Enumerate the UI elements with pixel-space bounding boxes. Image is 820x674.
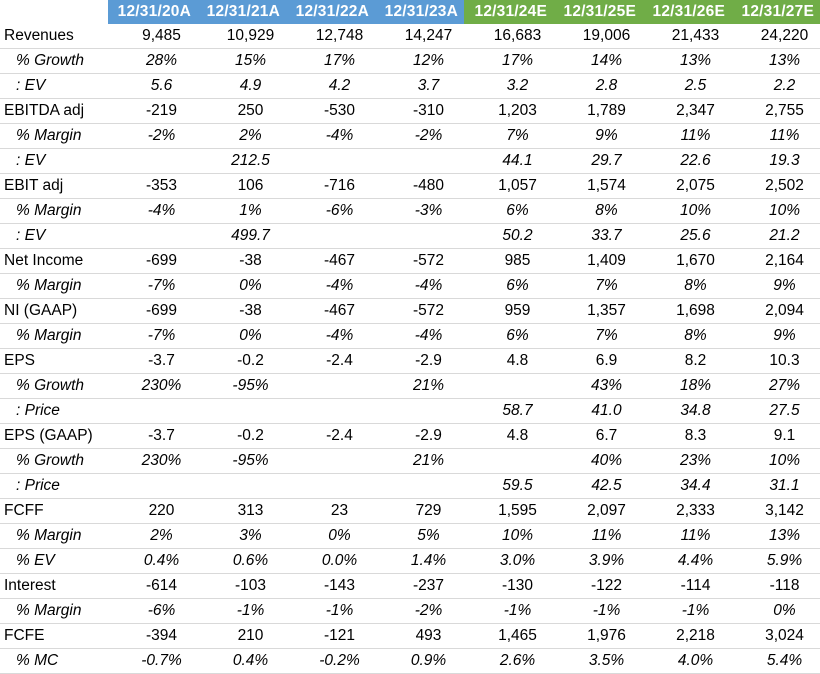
table-cell [286, 474, 375, 499]
column-header: 12/31/24E [464, 0, 553, 24]
sub-metric-row [0, 324, 820, 349]
table-cell: -95% [197, 374, 286, 399]
table-cell: 9% [731, 274, 820, 299]
table-cell: 0.9% [375, 649, 464, 674]
table-cell: 5.4% [731, 649, 820, 674]
table-cell: 24,220 [731, 24, 820, 49]
table-cell: 11% [553, 524, 642, 549]
table-cell: -122 [553, 574, 642, 599]
table-cell: 2.5 [642, 74, 731, 99]
table-cell: 1,357 [553, 299, 642, 324]
metric-row [0, 424, 820, 449]
table-cell: 27.5 [731, 399, 820, 424]
table-cell [108, 224, 197, 249]
table-cell: 0% [731, 599, 820, 624]
table-cell: 0% [286, 524, 375, 549]
table-cell: 58.7 [464, 399, 553, 424]
table-cell: 21% [375, 449, 464, 474]
column-header: 12/31/21A [197, 0, 286, 24]
sub-metric-row [0, 524, 820, 549]
table-cell: 33.7 [553, 224, 642, 249]
table-cell: -467 [286, 299, 375, 324]
sub-metric-row [0, 49, 820, 74]
table-cell: -6% [108, 599, 197, 624]
table-cell: 11% [642, 124, 731, 149]
sub-metric-row [0, 374, 820, 399]
table-cell: 1% [197, 199, 286, 224]
sub-metric-row [0, 599, 820, 624]
table-cell: 4.4% [642, 549, 731, 574]
sub-metric-row [0, 549, 820, 574]
table-cell: -103 [197, 574, 286, 599]
row-label: % Margin [0, 599, 108, 624]
table-cell [375, 399, 464, 424]
table-cell: 6% [464, 324, 553, 349]
table-cell: 10.3 [731, 349, 820, 374]
row-label: EPS (GAAP) [0, 424, 108, 449]
table-cell: 8.3 [642, 424, 731, 449]
table-cell: 7% [464, 124, 553, 149]
table-cell: 3.0% [464, 549, 553, 574]
table-cell: 21,433 [642, 24, 731, 49]
table-cell: 2,075 [642, 174, 731, 199]
table-cell: 34.8 [642, 399, 731, 424]
table-cell: -143 [286, 574, 375, 599]
table-cell: -0.2 [197, 349, 286, 374]
table-cell: 0.6% [197, 549, 286, 574]
metric-row [0, 24, 820, 49]
column-header: 12/31/22A [286, 0, 375, 24]
header-row [0, 0, 820, 24]
table-cell: 2,094 [731, 299, 820, 324]
table-cell: -7% [108, 274, 197, 299]
column-header: 12/31/23A [375, 0, 464, 24]
table-cell: -38 [197, 299, 286, 324]
row-label: FCFE [0, 624, 108, 649]
table-cell: 9,485 [108, 24, 197, 49]
metric-row [0, 624, 820, 649]
table-cell: 1,203 [464, 99, 553, 124]
table-cell: -1% [464, 599, 553, 624]
table-cell: 3,024 [731, 624, 820, 649]
table-cell: 3.5% [553, 649, 642, 674]
table-cell: 44.1 [464, 149, 553, 174]
table-cell: 2,097 [553, 499, 642, 524]
table-cell: 0.4% [197, 649, 286, 674]
table-cell: -480 [375, 174, 464, 199]
table-cell: 2.6% [464, 649, 553, 674]
table-cell: -6% [286, 199, 375, 224]
row-label: FCFF [0, 499, 108, 524]
table-cell: -2.9 [375, 424, 464, 449]
table-cell: -572 [375, 249, 464, 274]
table-cell: 13% [642, 49, 731, 74]
table-cell: 0.4% [108, 549, 197, 574]
table-cell: 2,347 [642, 99, 731, 124]
table-cell: -0.2 [197, 424, 286, 449]
table-cell: 21.2 [731, 224, 820, 249]
table-cell: -1% [286, 599, 375, 624]
table-cell [464, 374, 553, 399]
column-header: 12/31/27E [731, 0, 820, 24]
row-label: : EV [0, 74, 108, 99]
sub-metric-row [0, 74, 820, 99]
row-label: Net Income [0, 249, 108, 274]
table-cell: 1,789 [553, 99, 642, 124]
table-cell: 14% [553, 49, 642, 74]
table-cell: 43% [553, 374, 642, 399]
table-cell: 2,218 [642, 624, 731, 649]
table-cell: 10% [464, 524, 553, 549]
table-cell: 250 [197, 99, 286, 124]
column-header: 12/31/26E [642, 0, 731, 24]
table-cell: 2,333 [642, 499, 731, 524]
table-cell: -353 [108, 174, 197, 199]
table-cell: -1% [197, 599, 286, 624]
table-cell: 2% [108, 524, 197, 549]
table-cell: 6.7 [553, 424, 642, 449]
table-cell: 10% [731, 449, 820, 474]
table-cell: 1,574 [553, 174, 642, 199]
table-cell: -716 [286, 174, 375, 199]
table-cell: 220 [108, 499, 197, 524]
row-label: % Growth [0, 49, 108, 74]
table-cell: 1,595 [464, 499, 553, 524]
table-cell: -310 [375, 99, 464, 124]
table-cell: 13% [731, 49, 820, 74]
row-label: % MC [0, 649, 108, 674]
table-cell: -4% [108, 199, 197, 224]
table-cell: 28% [108, 49, 197, 74]
row-label: % Margin [0, 324, 108, 349]
table-cell: 7% [553, 274, 642, 299]
table-cell: 8% [642, 274, 731, 299]
row-label: % EV [0, 549, 108, 574]
row-label: EBITDA adj [0, 99, 108, 124]
table-cell: 12% [375, 49, 464, 74]
table-cell: 6.9 [553, 349, 642, 374]
table-cell: -38 [197, 249, 286, 274]
sub-metric-row [0, 274, 820, 299]
table-cell: -2.9 [375, 349, 464, 374]
table-cell: 313 [197, 499, 286, 524]
table-cell: 4.8 [464, 424, 553, 449]
table-cell: -2% [108, 124, 197, 149]
table-cell: 4.2 [286, 74, 375, 99]
row-label: NI (GAAP) [0, 299, 108, 324]
row-label: Revenues [0, 24, 108, 49]
table-cell: 2,502 [731, 174, 820, 199]
table-cell: 11% [731, 124, 820, 149]
table-cell: 19.3 [731, 149, 820, 174]
table-cell: 22.6 [642, 149, 731, 174]
table-cell: 10% [642, 199, 731, 224]
table-cell: 31.1 [731, 474, 820, 499]
table-cell: -572 [375, 299, 464, 324]
table-cell: -4% [286, 324, 375, 349]
table-cell: -130 [464, 574, 553, 599]
row-label: % Margin [0, 524, 108, 549]
table-cell: 9% [731, 324, 820, 349]
row-label: EBIT adj [0, 174, 108, 199]
column-header: 12/31/25E [553, 0, 642, 24]
table-cell: -3.7 [108, 349, 197, 374]
table-cell: 27% [731, 374, 820, 399]
row-label: EPS [0, 349, 108, 374]
table-cell: 5.6 [108, 74, 197, 99]
table-cell: -4% [286, 124, 375, 149]
sub-metric-row [0, 199, 820, 224]
table-cell: -118 [731, 574, 820, 599]
header-corner [0, 0, 108, 24]
table-body [0, 24, 820, 674]
table-cell: 729 [375, 499, 464, 524]
row-label: % Growth [0, 449, 108, 474]
table-cell: 3.2 [464, 74, 553, 99]
table-cell: 0% [197, 324, 286, 349]
sub-metric-row [0, 649, 820, 674]
table-cell: 1.4% [375, 549, 464, 574]
metric-row [0, 499, 820, 524]
table-cell: 2,755 [731, 99, 820, 124]
table-cell: -0.7% [108, 649, 197, 674]
table-cell [108, 399, 197, 424]
table-cell: 8% [553, 199, 642, 224]
table-cell: -121 [286, 624, 375, 649]
table-cell: 1,057 [464, 174, 553, 199]
table-cell [375, 474, 464, 499]
row-label: Interest [0, 574, 108, 599]
row-label: : EV [0, 149, 108, 174]
row-label: % Margin [0, 199, 108, 224]
table-cell: 3.7 [375, 74, 464, 99]
row-label: : Price [0, 474, 108, 499]
table-cell: 4.0% [642, 649, 731, 674]
table-cell: -699 [108, 249, 197, 274]
table-cell: 23 [286, 499, 375, 524]
table-cell: -237 [375, 574, 464, 599]
table-cell: 210 [197, 624, 286, 649]
metric-row [0, 249, 820, 274]
table-cell: 6% [464, 199, 553, 224]
table-cell: 10,929 [197, 24, 286, 49]
table-cell [108, 149, 197, 174]
table-cell: -2.4 [286, 349, 375, 374]
table-cell [286, 149, 375, 174]
table-cell: 9.1 [731, 424, 820, 449]
table-cell: 42.5 [553, 474, 642, 499]
row-label: % Margin [0, 274, 108, 299]
row-label: % Margin [0, 124, 108, 149]
metric-row [0, 174, 820, 199]
table-cell: 29.7 [553, 149, 642, 174]
table-cell: -4% [375, 324, 464, 349]
table-cell: 59.5 [464, 474, 553, 499]
table-cell: -2.4 [286, 424, 375, 449]
row-label: % Growth [0, 374, 108, 399]
table-cell: -2% [375, 599, 464, 624]
metric-row [0, 349, 820, 374]
metric-row [0, 299, 820, 324]
table-cell [286, 399, 375, 424]
table-cell: 230% [108, 449, 197, 474]
table-cell: 493 [375, 624, 464, 649]
table-cell: 1,409 [553, 249, 642, 274]
row-label: : Price [0, 399, 108, 424]
table-cell: 50.2 [464, 224, 553, 249]
table-cell: -4% [286, 274, 375, 299]
table-cell: 34.4 [642, 474, 731, 499]
table-cell: -7% [108, 324, 197, 349]
table-cell: 1,698 [642, 299, 731, 324]
table-cell: 25.6 [642, 224, 731, 249]
metric-row [0, 574, 820, 599]
table-cell: -95% [197, 449, 286, 474]
table-cell [375, 149, 464, 174]
table-cell: 4.9 [197, 74, 286, 99]
table-cell: 0.0% [286, 549, 375, 574]
table-cell: 106 [197, 174, 286, 199]
table-cell: -699 [108, 299, 197, 324]
table-cell: 2.8 [553, 74, 642, 99]
table-cell [464, 449, 553, 474]
table-cell: -219 [108, 99, 197, 124]
table-cell: 7% [553, 324, 642, 349]
table-cell: -467 [286, 249, 375, 274]
table-cell: 17% [286, 49, 375, 74]
sub-metric-row [0, 149, 820, 174]
table-cell: 959 [464, 299, 553, 324]
table-cell: 17% [464, 49, 553, 74]
table-cell: 0% [197, 274, 286, 299]
table-cell: 6% [464, 274, 553, 299]
table-cell: 230% [108, 374, 197, 399]
table-cell: 41.0 [553, 399, 642, 424]
table-cell: 18% [642, 374, 731, 399]
table-cell: 2,164 [731, 249, 820, 274]
table-cell: 21% [375, 374, 464, 399]
table-cell: 8% [642, 324, 731, 349]
table-cell: 985 [464, 249, 553, 274]
table-cell: -114 [642, 574, 731, 599]
table-cell: 3,142 [731, 499, 820, 524]
sub-metric-row [0, 474, 820, 499]
table-cell: -2% [375, 124, 464, 149]
table-cell: 13% [731, 524, 820, 549]
table-cell: 40% [553, 449, 642, 474]
table-cell: 4.8 [464, 349, 553, 374]
table-cell: 16,683 [464, 24, 553, 49]
table-cell [108, 474, 197, 499]
table-cell: 2% [197, 124, 286, 149]
table-cell: -1% [642, 599, 731, 624]
table-cell: -530 [286, 99, 375, 124]
table-cell [197, 474, 286, 499]
sub-metric-row [0, 224, 820, 249]
table-cell: -4% [375, 274, 464, 299]
table-cell: 1,670 [642, 249, 731, 274]
column-header: 12/31/20A [108, 0, 197, 24]
table-cell: 19,006 [553, 24, 642, 49]
table-cell: 212.5 [197, 149, 286, 174]
table-cell: 3.9% [553, 549, 642, 574]
table-cell: 499.7 [197, 224, 286, 249]
table-cell: -3.7 [108, 424, 197, 449]
table-cell [286, 449, 375, 474]
table-cell: -3% [375, 199, 464, 224]
table-cell: 15% [197, 49, 286, 74]
table-cell [286, 224, 375, 249]
table-cell: 10% [731, 199, 820, 224]
sub-metric-row [0, 449, 820, 474]
table-cell [375, 224, 464, 249]
table-cell: 8.2 [642, 349, 731, 374]
table-cell: 1,976 [553, 624, 642, 649]
table-cell [286, 374, 375, 399]
table-cell: 5% [375, 524, 464, 549]
table-cell: 11% [642, 524, 731, 549]
table-cell [197, 399, 286, 424]
table-cell: 9% [553, 124, 642, 149]
sub-metric-row [0, 124, 820, 149]
table-cell: -614 [108, 574, 197, 599]
metric-row [0, 99, 820, 124]
table-cell: 1,465 [464, 624, 553, 649]
table-cell: -1% [553, 599, 642, 624]
table-cell: -0.2% [286, 649, 375, 674]
table-cell: 14,247 [375, 24, 464, 49]
table-cell: 2.2 [731, 74, 820, 99]
table-cell: 5.9% [731, 549, 820, 574]
row-label: : EV [0, 224, 108, 249]
table-cell: -394 [108, 624, 197, 649]
sub-metric-row [0, 399, 820, 424]
table-cell: 23% [642, 449, 731, 474]
table-cell: 3% [197, 524, 286, 549]
table-cell: 12,748 [286, 24, 375, 49]
